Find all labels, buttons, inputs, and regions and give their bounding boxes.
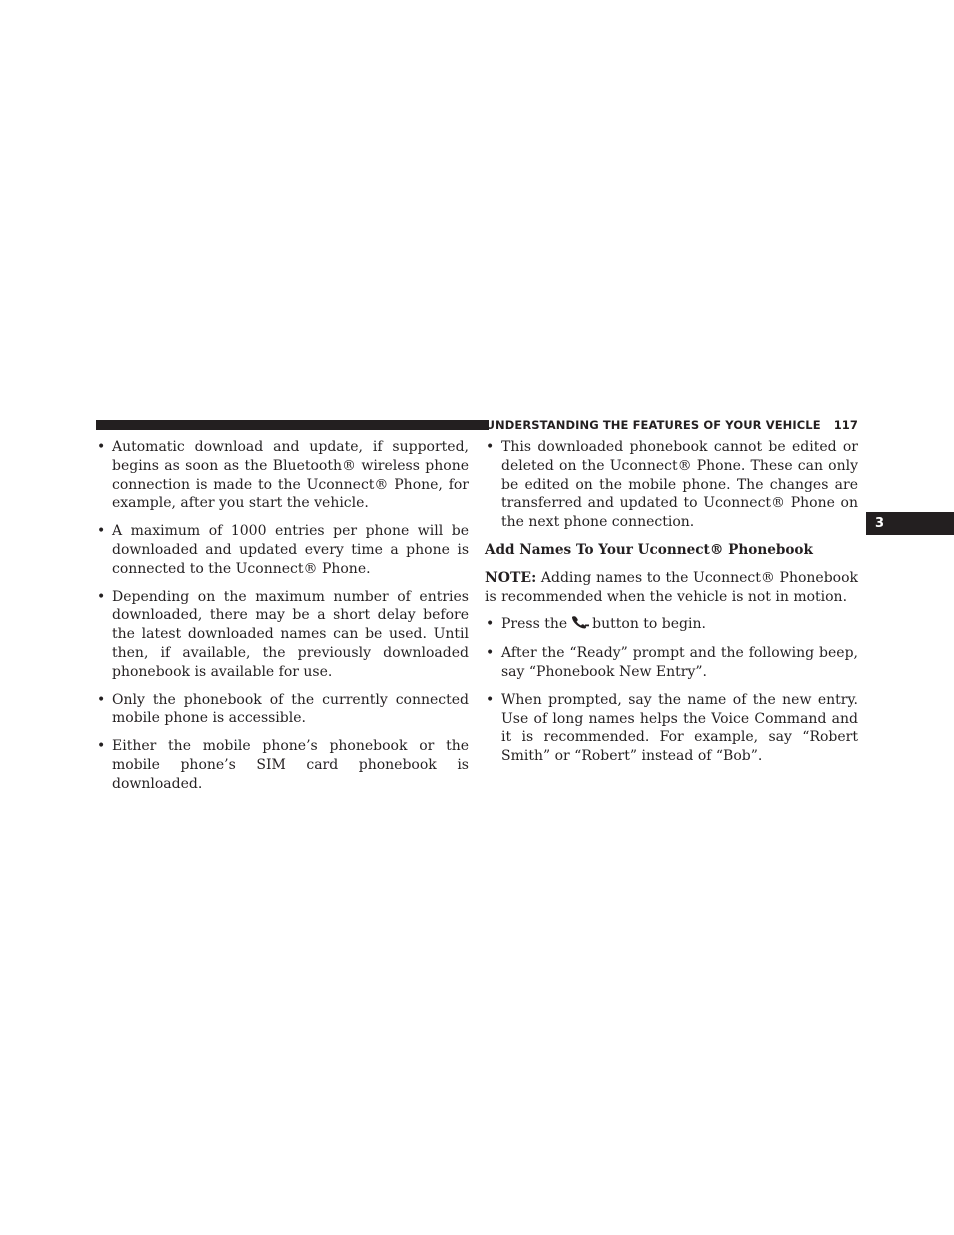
press-prefix: Press the bbox=[501, 616, 568, 633]
list-item: • A maximum of 1000 entries per phone will be downloaded and updated every time a phone is connected to the Uconnect® Phone. bbox=[96, 522, 469, 578]
section-heading: Add Names To Your Uconnect® Phonebook bbox=[485, 541, 813, 558]
list-item: • When prompted, say the name of the new entry. Use of long names helps the Voice Command and it is recommended. For example, say “Robert Smith” or “Robert” instead of “Bob”. bbox=[485, 691, 858, 766]
header-rule bbox=[96, 420, 489, 430]
list-item: • Automatic download and update, if supported, begins as soon as the Bluetooth® wireless phone connection is made to the Uconnect® Phone, for example, after you start the vehicle. bbox=[96, 438, 469, 513]
right-column bbox=[485, 438, 858, 775]
list-item: • Either the mobile phone’s phonebook or the mobile phone’s SIM card phonebook is downloaded. bbox=[96, 737, 469, 793]
list-item bbox=[485, 615, 858, 635]
left-column bbox=[96, 438, 469, 803]
press-suffix: button to begin. bbox=[592, 616, 706, 633]
list-item: • This downloaded phonebook cannot be edited or deleted on the Uconnect® Phone. These can only be edited on the mobile phone. The changes are transferred and updated to Uconnect® Phone on the next phone connection. bbox=[485, 438, 858, 532]
list-item: • After the “Ready” prompt and the following beep, say “Phonebook New Entry”. bbox=[485, 644, 858, 682]
chapter-tab: 3 bbox=[866, 512, 954, 535]
page-number: 117 bbox=[833, 418, 858, 432]
list-item: • Only the phonebook of the currently connected mobile phone is accessible. bbox=[96, 691, 469, 729]
running-header bbox=[485, 418, 858, 432]
phone-icon bbox=[570, 615, 590, 635]
note-paragraph bbox=[485, 569, 858, 607]
list-item: • Depending on the maximum number of entries downloaded, there may be a short delay before the latest downloaded names can be used. Until then, if available, the previously downloaded phonebook is available for use. bbox=[96, 588, 469, 682]
note-text: Adding names to the Uconnect® Phonebook is recommended when the vehicle is not in motion. bbox=[485, 569, 858, 605]
section-title: UNDERSTANDING THE FEATURES OF YOUR VEHICLE bbox=[485, 418, 821, 432]
note-label: NOTE: bbox=[485, 569, 537, 586]
